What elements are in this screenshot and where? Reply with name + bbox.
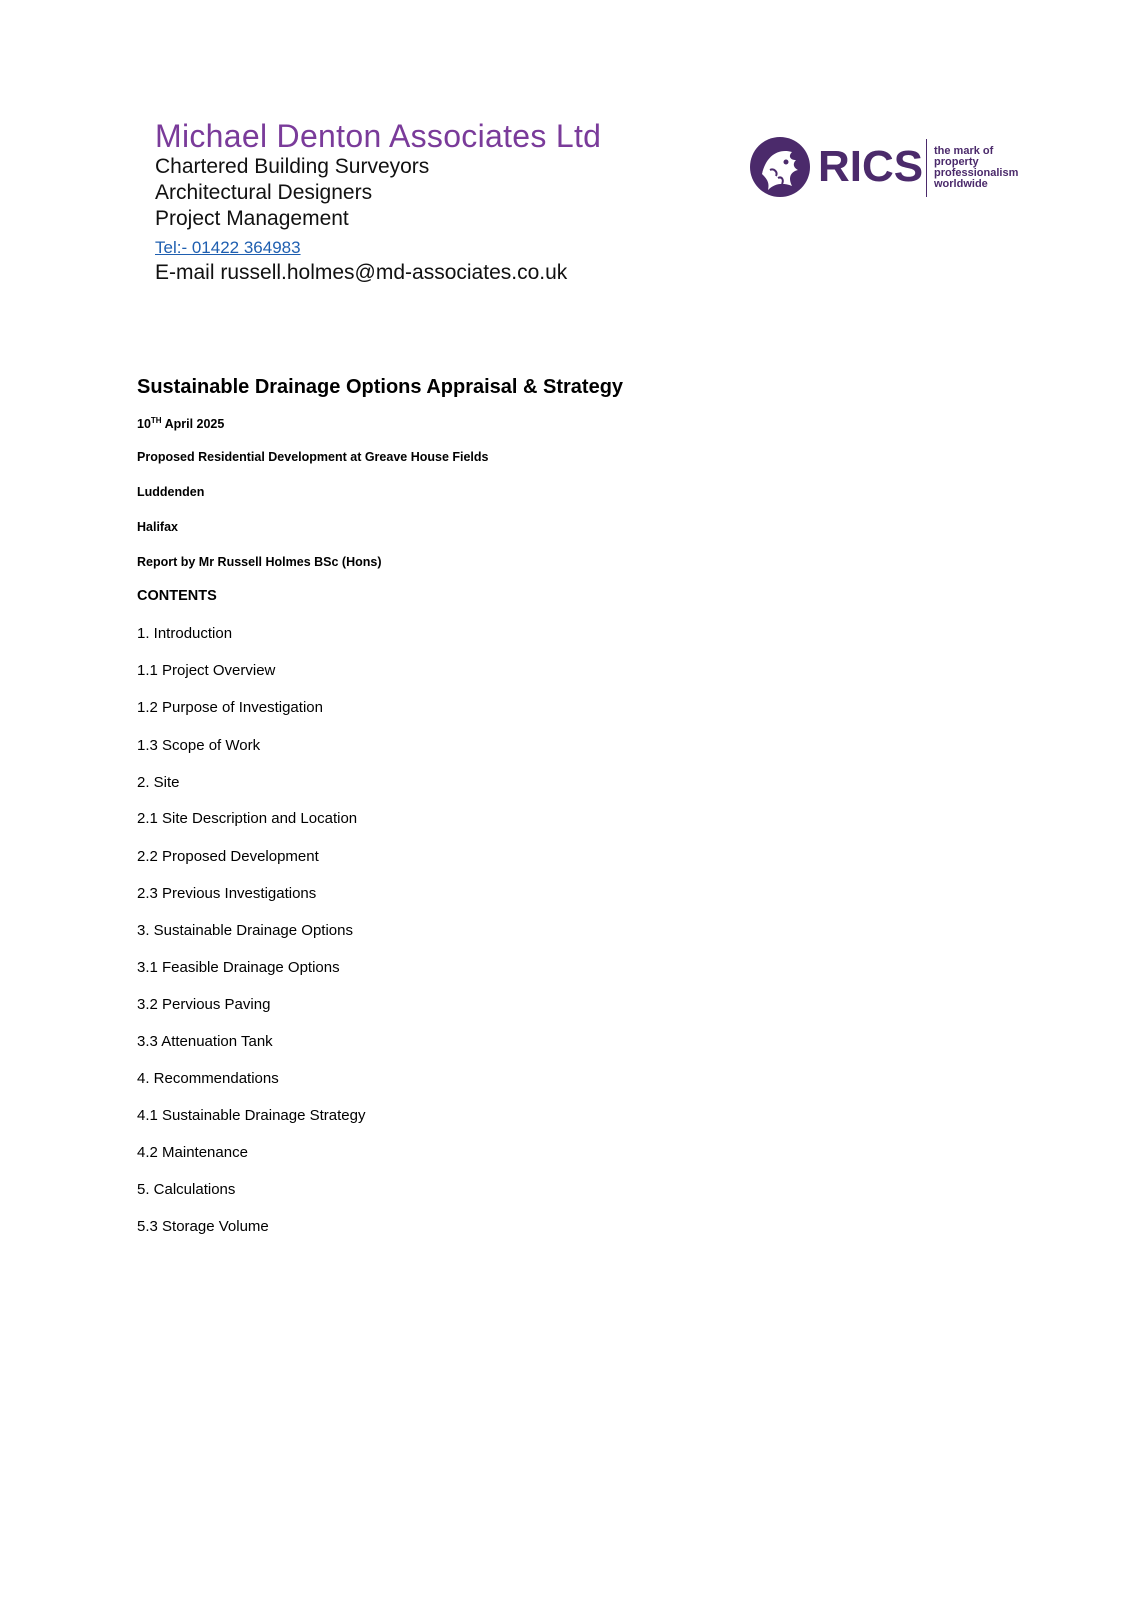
contents-heading: CONTENTS <box>137 588 217 604</box>
toc-item: 4.2 Maintenance <box>137 1144 248 1161</box>
toc-item: 1.1 Project Overview <box>137 662 276 679</box>
report-author: Report by Mr Russell Holmes BSc (Hons) <box>137 555 382 569</box>
report-title: Sustainable Drainage Options Appraisal & Strategy <box>137 376 624 398</box>
report-body <box>137 374 937 1235</box>
report-date <box>137 416 224 431</box>
toc-item: 2.1 Site Description and Location <box>137 810 358 827</box>
letterhead-line: Architectural Designers <box>155 181 373 204</box>
date-rest: April 2025 <box>161 417 225 432</box>
toc-item: 1. Introduction <box>137 625 233 642</box>
toc-item: 3.1 Feasible Drainage Options <box>137 959 340 976</box>
letterhead-line: Chartered Building Surveyors <box>155 155 430 178</box>
toc-item: 1.3 Scope of Work <box>137 737 261 754</box>
toc-item: 5.3 Storage Volume <box>137 1218 269 1235</box>
rics-divider <box>926 139 927 197</box>
rics-tagline-line: professionalism <box>934 167 1019 179</box>
toc-item: 2.2 Proposed Development <box>137 848 319 865</box>
project-name: Proposed Residential Development at Greave House Fields <box>137 450 489 464</box>
toc-item: 5. Calculations <box>137 1181 236 1198</box>
letterhead-line: Project Management <box>155 207 349 230</box>
toc-item: 2. Site <box>137 774 180 791</box>
toc-item: 1.2 Purpose of Investigation <box>137 699 323 716</box>
toc-item: 3.3 Attenuation Tank <box>137 1033 273 1050</box>
letterhead <box>155 118 715 287</box>
rics-tagline-line: property <box>934 156 979 168</box>
rics-tagline <box>934 146 1034 190</box>
telephone-link[interactable]: Tel:- 01422 364983 <box>155 238 301 257</box>
toc-item: 3.2 Pervious Paving <box>137 996 271 1013</box>
rics-tagline-line: worldwide <box>934 178 988 190</box>
town: Halifax <box>137 520 178 534</box>
toc-item: 4. Recommendations <box>137 1070 279 1087</box>
email-line: E-mail russell.holmes@md-associates.co.uk <box>155 261 568 284</box>
rics-logo <box>748 134 1038 206</box>
date-day: 10 <box>137 417 151 432</box>
rics-wordmark: RICS <box>818 142 924 191</box>
rics-lion-icon <box>748 134 812 200</box>
rics-tagline-line: the mark of <box>934 145 994 157</box>
toc-item: 3. Sustainable Drainage Options <box>137 922 353 939</box>
toc-item: 2.3 Previous Investigations <box>137 885 317 902</box>
toc-item: 4.1 Sustainable Drainage Strategy <box>137 1107 366 1124</box>
locality: Luddenden <box>137 485 205 499</box>
date-suffix: TH <box>150 416 162 425</box>
company-name: Michael Denton Associates Ltd <box>155 118 602 154</box>
